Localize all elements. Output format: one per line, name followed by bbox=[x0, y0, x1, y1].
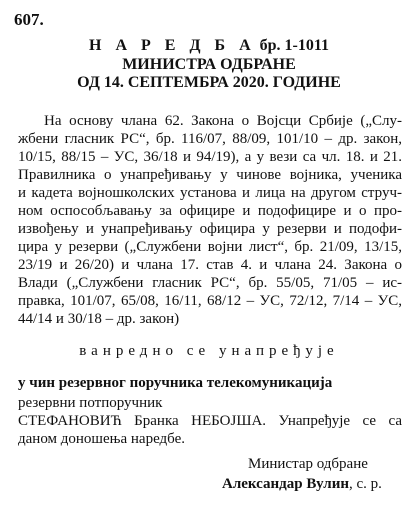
title-word: Н А Р Е Д Б А bbox=[89, 37, 256, 54]
basis-line: цира у резерви („Службени војни лист“, бр. 21/09, 13/15, bbox=[18, 239, 402, 255]
basis-line: и кадета војношколских установа и лица на другом струч- bbox=[18, 185, 402, 201]
person-line: СТЕФАНОВИЋ Бранка НЕБОЈША. Унапређује се са bbox=[18, 413, 402, 429]
document-title bbox=[0, 36, 418, 55]
date-heading: ОД 14. СЕПТЕМБРА 2020. ГОДИНЕ bbox=[77, 74, 341, 91]
title-number: бр. 1-1011 bbox=[259, 37, 329, 54]
document-number: 607. bbox=[14, 10, 44, 29]
basis-line: На основу члана 62. Закона о Војсци Србије („Слу- bbox=[44, 113, 402, 129]
signature-name: Александар Вулин bbox=[222, 476, 349, 492]
signature-title: Министар одбране bbox=[248, 456, 368, 472]
basis-line: ном оспособљавању за официре и подофицире и о про- bbox=[18, 203, 402, 219]
basis-line: Правилника о унапређивању у чинове војника, ученика bbox=[18, 167, 402, 183]
legal-basis-paragraph bbox=[18, 112, 402, 328]
basis-line: 44/14 и 30/18 – др. закон) bbox=[18, 311, 180, 327]
basis-line: 23/19 и 26/20) и члана 17. став 4. и члана 24. Закона о bbox=[18, 257, 402, 273]
basis-line: правка, 101/07, 65/08, 16/11, 68/12 – УС, 72/12, 7/14 – УС, bbox=[18, 293, 402, 309]
promotion-paragraph bbox=[18, 394, 402, 448]
basis-line: извођењу и унапређивању официра у резерви и подофи- bbox=[18, 221, 402, 237]
signature-block bbox=[222, 476, 382, 493]
decree-phrase: ванредно се унапређује bbox=[79, 343, 339, 359]
issuer-heading: МИНИСТРА ОДБРАНЕ bbox=[122, 56, 296, 73]
person-line: даном доношења наредбе. bbox=[18, 431, 186, 447]
person-line: резервни потпоручник bbox=[18, 395, 163, 411]
rank-line: у чин резервног поручника телекомуникација bbox=[18, 375, 333, 391]
basis-line: 10/15, 88/15 – УС, 36/18 и 94/19), а у вези са чл. 18. и 21. bbox=[18, 149, 402, 165]
basis-line: жбени гласник РС“, бр. 116/07, 88/09, 101/10 – др. закон, bbox=[18, 131, 402, 147]
signature-suffix: , с. р. bbox=[348, 476, 382, 492]
basis-line: Влади („Службени гласник РС“, бр. 55/05, 71/05 – ис- bbox=[18, 275, 402, 291]
